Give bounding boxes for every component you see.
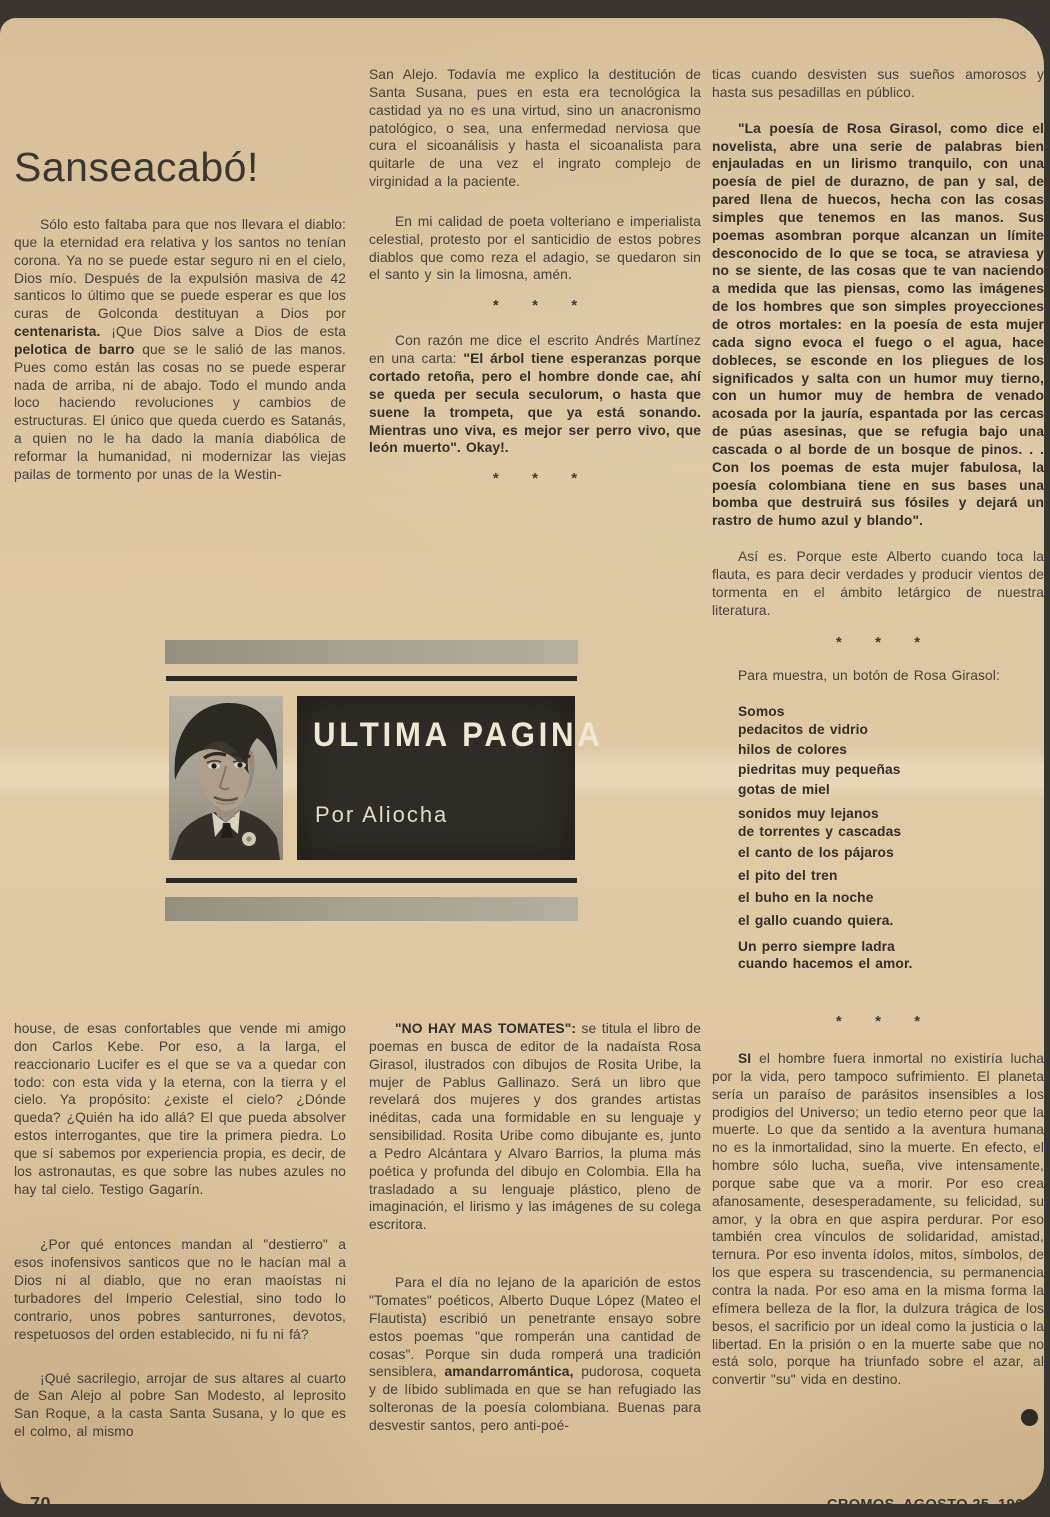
- paragraph: [712, 667, 1044, 685]
- text-column-2-bottom: [369, 1020, 701, 1435]
- magazine-page: [0, 18, 1044, 1514]
- text-column-2-top: [369, 66, 701, 487]
- body-text: Así es. Porque este Alberto cuando toca la flauta, es para decir verdades y producir vientos de tormenta en el ámbito letárgico de nuestra literatura.: [712, 549, 1044, 618]
- body-text: En mi calidad de poeta volteriano e imperialista celestial, protesto por el santicidio de estos pobres diablos que como reza el adagio, se quedaron sin el santo y sin la limosna, amén.: [369, 213, 701, 283]
- text-column-3-bottom: [712, 998, 1044, 1426]
- section-separator-stars: * * *: [492, 470, 592, 488]
- paragraph: [14, 1236, 346, 1343]
- bold-text: SI: [738, 1051, 752, 1066]
- section-separator-stars: * * *: [835, 1013, 935, 1030]
- poem-line: el gallo cuando quiera.: [738, 912, 894, 928]
- paragraph: [369, 332, 701, 457]
- body-text: Con razón me dice el escrito Andrés Martínez en una carta:: [369, 333, 701, 367]
- gray-bar-top: [165, 640, 578, 664]
- poem-line: el canto de los pájaros: [738, 845, 894, 861]
- magazine-issue-date: CROMOS, AGOSTO 25, 1969: [826, 1497, 1032, 1513]
- section-separator-stars: * * *: [835, 634, 935, 652]
- bold-text: "El árbol tiene esperanzas porque cortado retoña, pero el hombre donde cae, ahí se queda per secula seculorum, o hasta que suene la trompeta, que ya está sonando. Mientras uno viva, es mejor ser perro vivo, que león muerto". Okay!.: [369, 351, 702, 456]
- paragraph: [712, 66, 1044, 102]
- poem-line: hilos de colores: [738, 742, 848, 757]
- paragraph: [712, 120, 1044, 530]
- poem-line: Somos: [738, 704, 785, 720]
- bold-text: centenarista.: [14, 324, 101, 340]
- body-text: el hombre fuera inmortal no existiría lucha por la vida, pero tampoco sufrimiento. El planeta sería un paraíso de parásitos insensibles a los prodigios del Universo; un tedio eterno peor que la muerte. Lo que da sentido a la aventura humana no es la inmortalidad, sino la muerte. En efecto, el hombre sólo lucha, sueña, vive intensamente, porque sabe que va a morir. Por eso crea afanosamente, desesperadamente, su felicidad, su amor, y la obra en que aspira perdurar. Por eso también crea vínculos de solidaridad, amistad, ternura. Por eso inventa ídolos, mitos, símbolos, de los que espera su trascendencia, su permanencia contra la nada. Por eso ama en la misma forma la efímera belleza de la flor, la dulzura trágica de los besos, el sacrificio por un ideal como la justicia o la libertad. En la prisión o en la muerte sabe que no está solo, porque ha triunfado sobre el azar, al convertir "su" vida en destino.: [712, 1051, 1044, 1388]
- poem-line: gotas de miel: [738, 781, 830, 797]
- author-photo: [169, 696, 283, 860]
- article-title: Sanseacabó!: [14, 144, 259, 190]
- feature-byline: Por Aliocha: [315, 802, 449, 827]
- paragraph: [369, 1020, 701, 1234]
- feature-title-box: [297, 696, 604, 860]
- ultima-pagina-feature-box: [165, 640, 604, 921]
- text-column-3-top: [712, 66, 1044, 973]
- paragraph: [369, 66, 701, 191]
- body-text: pudorosa, coqueta y de líbido sublimada en que se han refugiado las solteronas de la poesía colombiana. Buenas para desvestir santos, pero anti-poé-: [369, 1364, 701, 1433]
- text-column-1-bottom: [14, 1020, 346, 1441]
- body-text: ¡Qué sacrilegio, arrojar de sus altares al cuarto de San Alejo al pobre San Modesto, al leprosito San Roque, a la casta Santa Susana, y lo que es el colmo, al mismo: [14, 1370, 346, 1440]
- body-text: Para el día no lejano de la aparición de estos "Tomates" poéticos, Alberto Duque López (Mateo el Flautista) escribió un penetrante ensayo sobre estos poemas "que romperán una cantidad de cosas". Porque sin duda romperá una tradición sensiblera,: [369, 1275, 701, 1380]
- section-separator-stars: * * *: [492, 297, 592, 315]
- body-text: ¡Que Dios salve a Dios de esta: [100, 324, 346, 340]
- body-text: San Alejo. Todavía me explico la destitución de Santa Susana, pues en esta era tecnológica la castidad ya no es una virtud, sino un anacronismo patológico, o sea, una enfermedad nerviosa que cura el sicoanálisis y hasta el sicoanalista para quitarle de una vez el ingrato complejo de virginidad a la paciente.: [369, 67, 701, 190]
- poem-line: cuando hacemos el amor.: [738, 956, 913, 972]
- text-column-1-top: [14, 216, 346, 484]
- body-text: house, de esas confortables que vende mi amigo don Carlos Kebe. Por eso, a la larga, el reaccionario Lucifer es el que se va a quedar con todo: con esta vida y la eterna, con la tierra y el cielo. Ya propósito: ¿existe el cielo? ¿Dónde queda? ¿Quién ha ido allá? El que pueda absolver estos interrogantes, que tire la primera piedra. Lo que sí sabemos por experiencia propia, es decir, de los astronautas, es que sobre las nubes azules no hay tal cielo. Testigo Gagarín.: [14, 1021, 346, 1197]
- paragraph: [14, 1370, 346, 1441]
- body-text: que se le salió de las manos. Pues como están las cosas no se puede esperar nada de arriba, ni de abajo. Todo el mundo anda loco haciendo revoluciones y cambios de estructuras. El único que queda cuerdo es Satanás, a quien no le ha dado la manía diabólica de reformar la humanidad, ni modernizar las viejas pailas de tormento por unas de la Westin-: [14, 341, 346, 482]
- body-text: se titula el libro de poemas en busca de editor de la nadaísta Rosa Girasol, ilustrados con dibujos de Rosita Uribe, la mujer de Pablus Gallinazo. Será un libro que revelará dos mujeres y dos grandes artistas inéditas, cada una formidable en su lenguaje y sensibilidad. Rosita Uribe como dibujante es, junto a Pedro Alcántara y Alvaro Barrios, la pluma más poética y profunda del dibujo en Colombia. Ella ha trasladado a su lenguaje plástico, pleno de imaginación, el lirismo y las imágenes de su colega escritora.: [369, 1021, 701, 1233]
- gray-bar-bottom: [165, 897, 578, 921]
- poem-line: el pito del tren: [738, 868, 838, 884]
- bold-text: pelotica de barro: [14, 341, 135, 357]
- paragraph: [14, 1020, 346, 1198]
- bold-text: amandarromántica,: [444, 1364, 574, 1380]
- poem-line: piedritas muy pequeñas: [738, 761, 901, 777]
- page-number: 70: [30, 1494, 52, 1514]
- poem-line: Un perro siempre ladra: [738, 938, 895, 954]
- poem-line: el buho en la noche: [738, 889, 874, 905]
- body-text: Para muestra, un botón de Rosa Girasol:: [738, 668, 1000, 684]
- bold-text: "NO HAY MAS TOMATES":: [395, 1021, 577, 1036]
- body-text: Sólo esto faltaba para que nos llevara el diablo: que la eternidad era relativa y los santos no tenían corona. Ya no se puede estar seguro ni en el cielo, Dios mío. Después de la expulsión masiva de 42 santicos lo último que se puede esperar es que los curas de Golconda destituyan a Dios por: [14, 217, 346, 322]
- feature-title: ULTIMA PAGINA: [313, 716, 604, 754]
- poem-line: pedacitos de vidrio: [738, 722, 869, 738]
- poem-line: sonidos muy lejanos: [738, 805, 879, 821]
- paragraph: [14, 216, 346, 484]
- body-text: ¿Por qué entonces mandan al "destierro" a esos inofensivos santicos que no le hacían mal a Dios ni al diablo, que no eran maoístas ni turbadores del Imperio Celestial, sino todo lo contrario, unos pobres santurrones, devotos, respetuosos del orden establecido, ni fu ni fá?: [14, 1237, 346, 1342]
- paragraph: [712, 1050, 1044, 1389]
- paragraph: [712, 548, 1044, 619]
- black-rule-top: [166, 676, 577, 681]
- black-rule-bottom: [166, 878, 577, 883]
- paragraph: [369, 1274, 701, 1435]
- paragraph: [369, 213, 701, 284]
- poem-line: de torrentes y cascadas: [738, 824, 902, 840]
- body-text: ticas cuando desvisten sus sueños amorosos y hasta sus pesadillas en público.: [712, 67, 1044, 100]
- bold-text: "La poesía de Rosa Girasol, como dice el novelista, abre una serie de palabras bien enjauladas en un lirismo tranquilo, con una poesía de piel de durazno, de pan y sal, de pared llena de huecos, hecha con las cosas simples que tenemos en las manos. Sus poemas asombran porque alcanzan un límite desconocido de lo que se toca, se atraviesa y no se siente, de las cosas que te van naciendo a medida que las piensas, como las imágenes de los hombres que son simples proyecciones de otros mortales: en la poesía de esta mujer cada signo evoca el fuego o el agua, hace dobleces, se esconde en los pliegues de los significados y salta con un humor muy tierno, con un humor muy de hembra de venado acosada por la jauría, espantada por las cercas de púas asesinas, que se refugia bajo una cascada o al borde de un bosque de pinos. . . Con los poemas de esta mujer fabulosa, la poesía colombiana tiene en sus bases una bomba que destruirá sus fósiles y dejará un rastro de humo azul y blando".: [712, 120, 1044, 529]
- end-of-article-mark: [1021, 1409, 1038, 1426]
